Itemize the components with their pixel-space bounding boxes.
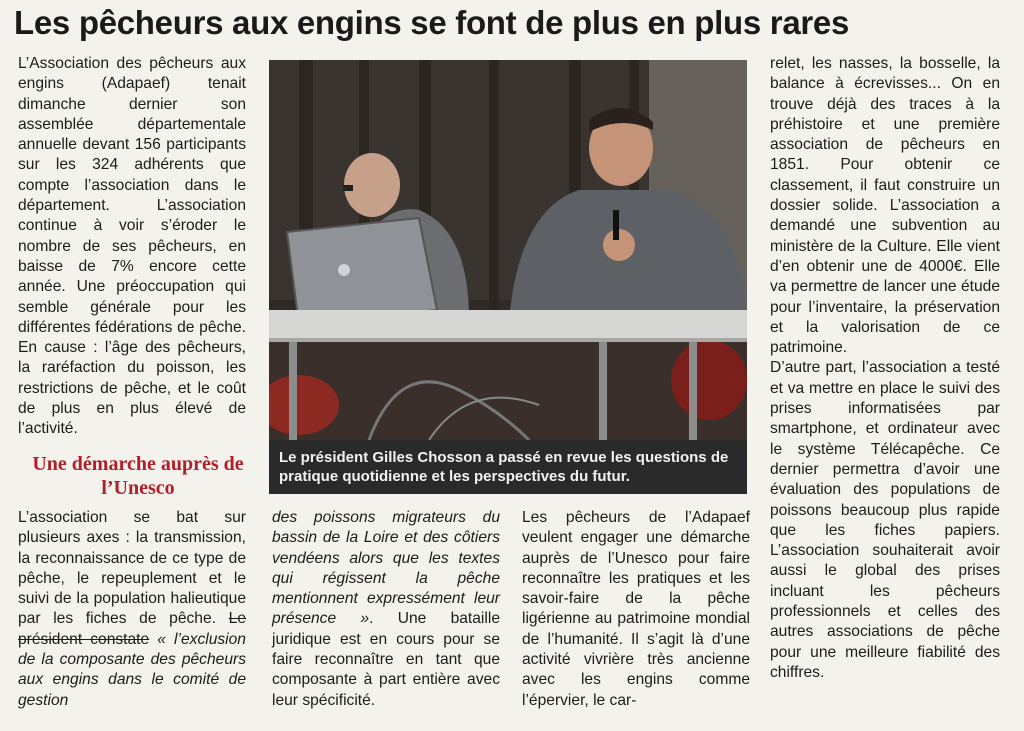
paragraph-quote bbox=[272, 508, 500, 711]
paragraph-axes bbox=[18, 508, 246, 711]
column-3 bbox=[522, 508, 750, 711]
intro-paragraph: L’Association des pêcheurs aux engins (Adapaef) tenait dimanche dernier son assemblée départementale annuelle devant 156 participants sur les 324 adhérents que compte l’association dans le département. L’association continue à voir s’éroder le nombre de ses pêcheurs, en baisse de 7% encore cette année. Une préoccupation qui semble générale pour les différentes fédérations de pêche. En cause : l’âge des pêcheurs, la raréfaction du poisson, les restrictions de pêche, et le coût de plus en plus élevé de l’activité. bbox=[18, 55, 246, 438]
column-4 bbox=[770, 54, 1000, 683]
text-struck: Le président constate bbox=[18, 610, 246, 648]
subheading: Une démarche auprès de l’Unesco bbox=[32, 453, 244, 499]
headline: Les pêcheurs aux engins se font de plus en plus rares bbox=[14, 4, 850, 41]
column-1-top bbox=[18, 54, 246, 440]
meeting-photo-icon bbox=[269, 60, 747, 440]
column-2 bbox=[272, 508, 500, 711]
quote-end: des poissons migrateurs du bassin de la Loire et des côtiers vendéens alors que les textes qui régissent la pêche mentionnent expressément leur présence » bbox=[272, 509, 500, 628]
paragraph-unesco: Les pêcheurs de l’Adapaef veulent engager une démarche auprès de l’Unesco pour faire reconnaître les pratiques et les savoir-faire de la pêche ligérienne au patrimoine mondial de l’humanité. Il s’agit là d’une activité vivrière très ancienne avec les engins comme l’épervier, le car- bbox=[522, 509, 750, 709]
text-legal: . Une bataille juridique est en cours pour se faire reconnaître en tant que composante à part entière avec leur spécificité. bbox=[272, 610, 500, 709]
press-photo bbox=[269, 60, 747, 440]
text-axes: L’association se bat sur plusieurs axes : la transmission, la reconnaissance de ce type de pêche, le repeuplement et le suivi de la population halieutique par les fiches de pêche. bbox=[18, 509, 246, 628]
photo-caption: Le président Gilles Chosson a passé en revue les questions de pratique quotidienne et les perspectives du futur. bbox=[269, 440, 747, 494]
paragraph-classement: relet, les nasses, la bosselle, la balance à écrevisses... On en trouve déjà des traces à la préhistoire et une première association de pêcheurs en 1851. Pour obtenir ce classement, il faut construire un dossier solide. L’association a demandé une subvention au ministère de la Culture. Elle vient d’en obtenir une de 4000€. Elle va permettre de lancer une étude pour l’inventaire, la préservation et la valorisation de ce patrimoine. bbox=[770, 55, 1000, 357]
column-1-bottom bbox=[18, 508, 246, 711]
paragraph-telecapeche: D’autre part, l’association a testé et va mettre en place le suivi des prises informatisées par smartphone, et ordinateur avec le système Télécapêche. Ce dernier permettra d’avoir une évaluation des populations de poissons beaucoup plus rapide que les fiches papiers. L’association souhaiterait avoir aussi le global des prises incluant les pêcheurs professionnels et celles des autres associations de pêche pour une meilleure fiabilité des chiffres. bbox=[770, 359, 1000, 681]
quote-start: « l’exclusion de la composante des pêcheurs aux engins dans le comité de gestion bbox=[18, 630, 246, 709]
